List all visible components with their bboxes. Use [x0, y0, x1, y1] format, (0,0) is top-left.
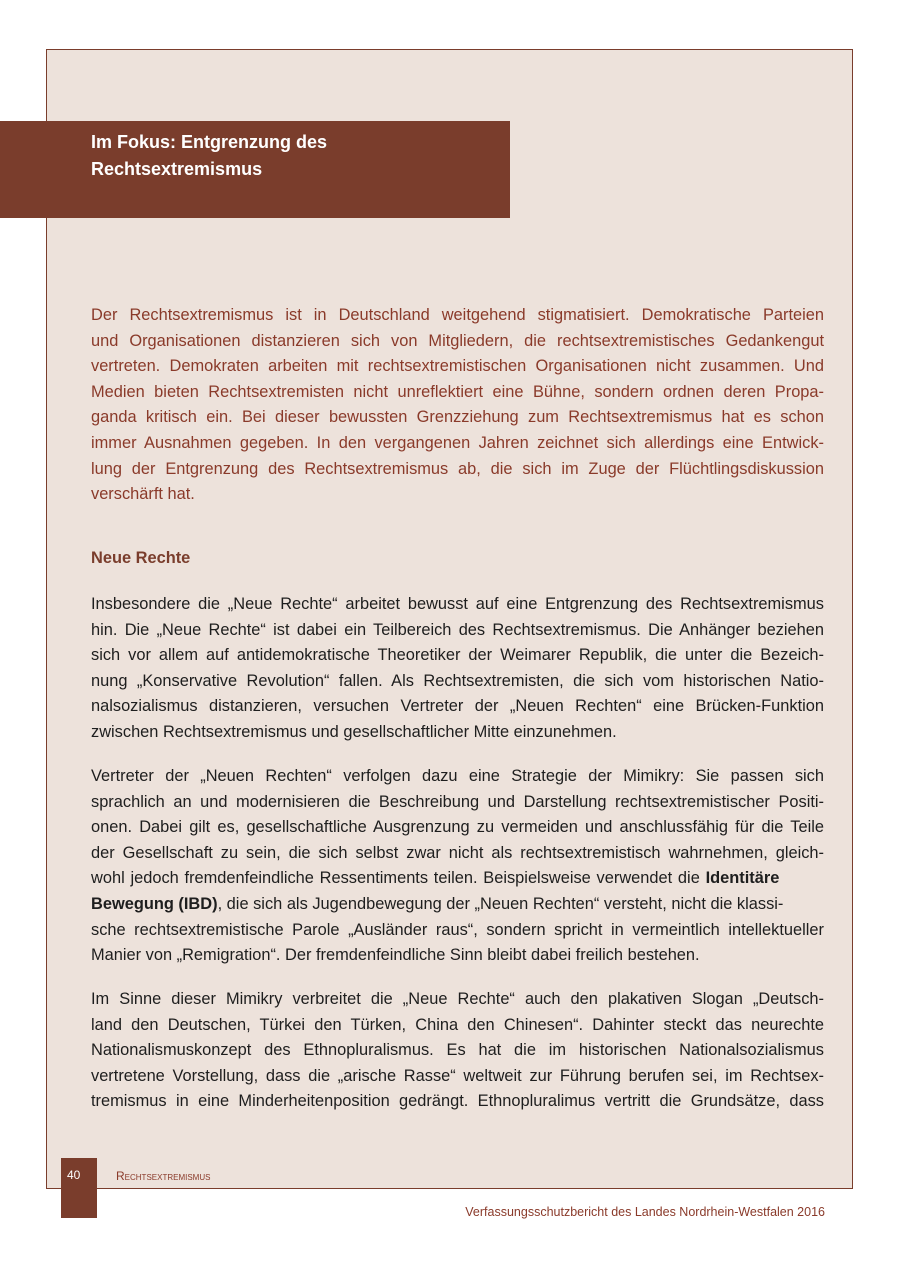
text-line: onen. Dabei gilt es, gesellschaftliche Ausgrenzung zu vermeiden und anschlussfähig für die Teile [91, 818, 824, 837]
title-line: Rechtsextremismus [91, 159, 263, 179]
text-line: vertreten. Demokraten arbeiten mit rechtsextremistischen Organisationen nicht zusammen. Und [91, 357, 824, 376]
paragraph [91, 987, 824, 1115]
title-banner [0, 121, 510, 218]
text-line: Vertreter der „Neuen Rechten“ verfolgen dazu eine Strategie der Mimikry: Sie passen sich [91, 767, 824, 785]
section-heading: Neue Rechte [91, 549, 191, 567]
text-line: hin. Die „Neue Rechte“ ist dabei ein Teilbereich des Rechtsextremismus. Die Anhänger beziehen [91, 620, 824, 639]
text-line: und Organisationen distanzieren sich von Mitgliedern, die rechtsextremistisches Gedankengut [91, 331, 824, 350]
text-line: sich vor allem auf antidemokratische Theoretiker der Weimarer Republik, die unter die Bezeich- [91, 646, 824, 665]
text-line [91, 866, 824, 892]
text-line: nalsozialismus distanzieren, versuchen Vertreter der „Neuen Rechten“ eine Brücken-Funktion [91, 697, 824, 716]
bold-term: Identitäre [705, 869, 780, 888]
text-line: Der Rechtsextremismus ist in Deutschland weitgehend stigmatisiert. Demokratische Parteien [91, 306, 824, 324]
text-line: Nationalismuskonzept des Ethnopluralismus. Es hat die im historischen Nationalsozialismus [91, 1041, 824, 1060]
text-line: Im Sinne dieser Mimikry verbreitet die „Neue Rechte“ auch den plakativen Slogan „Deutsch- [91, 990, 824, 1008]
text-line: Medien bieten Rechtsextremisten nicht unreflektiert eine Bühne, sondern ordnen deren Propa- [91, 382, 824, 401]
page-number-tab [61, 1158, 97, 1218]
text-segment: wohl jedoch fremdenfeindliche Ressentiments teilen. Beispielsweise verwendet die [91, 869, 706, 888]
section-label: Rechtsextremismus [116, 1169, 211, 1183]
text-line: verschärft hat. [91, 485, 195, 504]
title-line: Im Fokus: Entgrenzung des [91, 132, 328, 152]
paragraph [91, 764, 824, 969]
text-line: sprachlich an und modernisieren die Beschreibung und Darstellung rechtsextremistischer Positi- [91, 792, 824, 811]
text-line: tremismus in eine Minderheitenposition gedrängt. Ethnopluralimus vertritt die Grundsätze, dass [91, 1092, 824, 1111]
intro-paragraph [91, 303, 824, 508]
text-line: ganda kritisch ein. Bei dieser bewussten Grenzziehung zum Rechtsextremismus hat es schon [91, 408, 824, 427]
text-line: vertretene Vorstellung, dass die „arische Rasse“ weltweit zur Führung berufen sei, im Rechtsex- [91, 1066, 824, 1085]
page-title [91, 129, 327, 183]
text-line: land den Deutschen, Türkei den Türken, China den Chinesen“. Dahinter steckt das neurechte [91, 1015, 824, 1034]
text-line: zwischen Rechtsextremismus und gesellschaftlicher Mitte einzunehmen. [91, 722, 617, 741]
page-number: 40 [67, 1168, 81, 1182]
bold-term: Bewegung (IBD) [91, 894, 218, 913]
paragraph [91, 592, 824, 746]
text-line: nung „Konservative Revolution“ fallen. Als Rechtsextremisten, die sich vom historischen Natio- [91, 671, 824, 690]
text-segment: , die sich als Jugendbewegung der „Neuen Rechten“ versteht, nicht die klassi- [217, 894, 784, 913]
text-line: immer Ausnahmen gegeben. In den vergangenen Jahren zeichnet sich allerdings eine Entwick- [91, 433, 824, 452]
text-line: der Gesellschaft zu sein, die sich selbst zwar nicht als rechtsextremistisch wahrnehmen, gleich- [91, 843, 824, 862]
text-line: Manier von „Remigration“. Der fremdenfeindliche Sinn bleibt dabei freilich bestehen. [91, 946, 700, 965]
text-line: Insbesondere die „Neue Rechte“ arbeitet bewusst auf eine Entgrenzung des Rechtsextremismus [91, 595, 824, 613]
text-line: lung der Entgrenzung des Rechtsextremismus ab, die sich im Zuge der Flüchtlingsdiskussion [91, 459, 824, 478]
text-line: sche rechtsextremistische Parole „Ausländer raus“, sondern spricht in vermeintlich intellektueller [91, 920, 824, 939]
text-line [91, 892, 824, 918]
publication-title: Verfassungsschutzbericht des Landes Nordrhein-Westfalen 2016 [465, 1205, 825, 1219]
